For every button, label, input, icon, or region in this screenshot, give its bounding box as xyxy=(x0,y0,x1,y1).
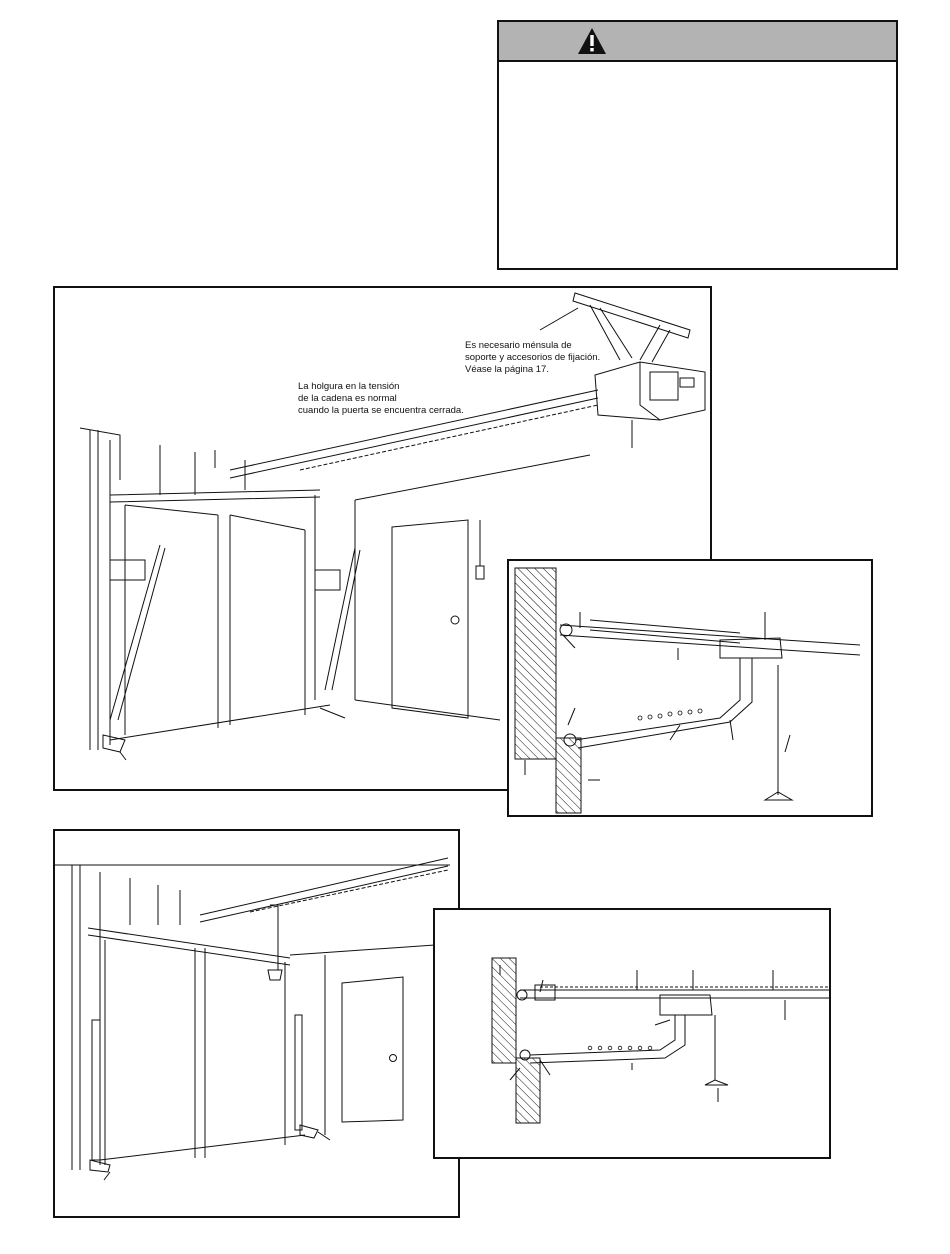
warning-triangle-icon xyxy=(577,27,607,55)
callout-line: soporte y accesorios de fijación. xyxy=(465,352,601,363)
header-bracket-callout xyxy=(465,340,600,376)
bottom-detail-inset xyxy=(433,908,831,1159)
callout-line: cuando la puerta se encuentra cerrada. xyxy=(298,405,464,416)
callout-line: Véase la página 17. xyxy=(465,364,549,375)
warning-header xyxy=(499,22,896,62)
callout-line: de la cadena es normal xyxy=(298,393,397,404)
chain-slack-callout xyxy=(298,381,464,417)
bottom-illustration-panel xyxy=(53,829,460,1218)
warning-box xyxy=(497,20,898,270)
callout-line: Es necesario ménsula de xyxy=(465,340,572,351)
top-detail-inset xyxy=(507,559,873,817)
callout-line: La holgura en la tensión xyxy=(298,381,400,392)
